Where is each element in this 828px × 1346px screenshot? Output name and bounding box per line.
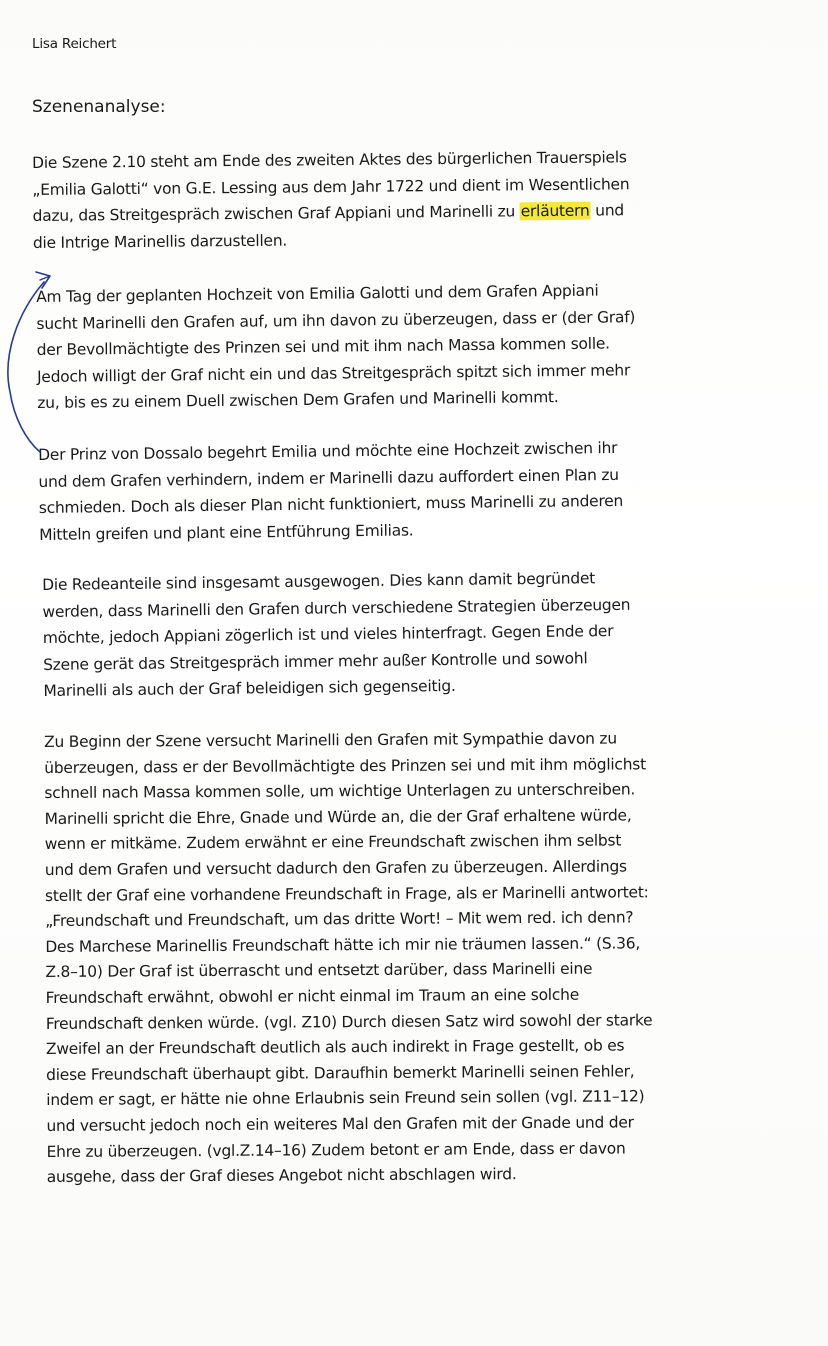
text-line: schmieden. Doch als dieser Plan nicht funktioniert, muss Marinelli zu anderen xyxy=(38,491,624,517)
text-line: der Bevollmächtigte des Prinzen sei und mit ihm nach Massa kommen solle. xyxy=(36,334,610,359)
text-line: „Freundschaft und Freundschaft, um das dritte Wort! – Mit wem red. ich denn? xyxy=(45,908,634,931)
text-line: „Emilia Galotti“ von G.E. Lessing aus dem Jahr 1722 und dient im Wesentlichen xyxy=(32,174,630,199)
text-line: Z.8–10) Der Graf ist überrascht und entsetzt darüber, dass Marinelli eine xyxy=(45,959,593,982)
text-line: Marinelli spricht die Ehre, Gnade und Würde an, die der Graf erhaltene würde, xyxy=(44,806,632,828)
text-line: diese Freundschaft überhaupt gibt. Daraufhin bemerkt Marinelli seinen Fehler, xyxy=(46,1062,635,1084)
text-line: und versucht jedoch noch ein weiteres Mal den Grafen mit der Gnade und der xyxy=(46,1113,634,1135)
text-line: werden, dass Marinelli den Grafen durch verschiedene Strategien überzeugen xyxy=(42,595,631,621)
document-heading: Szenenanalyse: xyxy=(32,97,166,117)
paragraph-summary xyxy=(36,276,737,416)
text-segment: und xyxy=(590,201,625,220)
text-line: Zweifel an der Freundschaft deutlich als auch indirekt in Frage gestellt, ob es xyxy=(45,1036,625,1059)
text-line: möchte, jedoch Appiani zögerlich ist und vieles hinterfragt. Gegen Ende der xyxy=(42,622,614,647)
text-line: ausgehe, dass der Graf dieses Angebot nicht abschlagen wird. xyxy=(46,1165,517,1187)
paragraph-introduction xyxy=(32,143,733,256)
text-line: Freundschaft denken würde. (vgl. Z10) Durch diesen Satz wird sowohl der starke xyxy=(45,1010,653,1033)
text-line: Die Redeanteile sind insgesamt ausgewogen. Dies kann damit begründet xyxy=(42,569,596,594)
text-line: Jedoch willigt der Graf nicht ein und das Streitgespräch spitzt sich immer mehr xyxy=(36,360,631,386)
text-line: Der Prinz von Dossalo begehrt Emilia und möchte eine Hochzeit zwischen ihr xyxy=(38,438,618,464)
paragraph-context xyxy=(38,433,739,548)
text-line: Des Marchese Marinellis Freundschaft hätte ich mir nie träumen lassen.“ (S.36, xyxy=(45,934,641,956)
author-name: Lisa Reichert xyxy=(32,36,117,52)
text-line: Mitteln greifen und plant eine Entführung Emilias. xyxy=(39,520,414,544)
text-line: überzeugen, dass er der Bevollmächtigte des Prinzen sei und mit ihm möglichst xyxy=(44,754,646,777)
text-line: Szene gerät das Streitgespräch immer mehr außer Kontrolle und sowohl xyxy=(43,648,588,674)
text-line: die Intrige Marinellis darzustellen. xyxy=(32,231,288,252)
paragraph-speech-shares xyxy=(42,563,744,704)
paragraph-analysis xyxy=(44,726,747,1191)
text-line: Zu Beginn der Szene versucht Marinelli den Grafen mit Sympathie davon zu xyxy=(44,729,617,751)
text-line: und dem Grafen verhindern, indem er Marinelli dazu auffordert einen Plan zu xyxy=(38,465,619,491)
text-segment: dazu, das Streitgespräch zwischen Graf Appiani und Marinelli zu xyxy=(32,202,520,225)
text-line: sucht Marinelli den Grafen auf, um ihn davon zu überzeugen, dass er (der Graf) xyxy=(36,307,636,333)
text-line: und dem Grafen und versucht dadurch den Grafen zu überzeugen. Allerdings xyxy=(44,857,627,879)
text-line: Am Tag der geplanten Hochzeit von Emilia Galotti und dem Grafen Appiani xyxy=(36,281,599,306)
highlighted-word: erläutern xyxy=(520,201,590,221)
text-line: indem er sagt, er hätte nie ohne Erlaubnis sein Freund sein sollen (vgl. Z11–12) xyxy=(46,1087,645,1110)
text-line: zu, bis es zu einem Duell zwischen Dem Grafen und Marinelli kommt. xyxy=(37,388,559,412)
text-line: schnell nach Massa kommen solle, um wichtige Unterlagen zu unterschreiben. xyxy=(44,780,636,803)
text-line: Marinelli als auch der Graf beleidigen sich gegenseitig. xyxy=(43,676,456,700)
text-line: stellt der Graf eine vorhandene Freundschaft in Frage, als er Marinelli antwortet: xyxy=(44,882,649,905)
text-line: Freundschaft erwähnt, obwohl er nicht einmal im Traum an eine solche xyxy=(45,985,580,1007)
text-line: Ehre zu überzeugen. (vgl.Z.14–16) Zudem betont er am Ende, dass er davon xyxy=(46,1138,626,1161)
text-line: wenn er mitkäme. Zudem erwähnt er eine Freundschaft zwischen ihm selbst xyxy=(44,831,622,854)
text-line: Die Szene 2.10 steht am Ende des zweiten Aktes des bürgerlichen Trauerspiels xyxy=(32,148,627,172)
